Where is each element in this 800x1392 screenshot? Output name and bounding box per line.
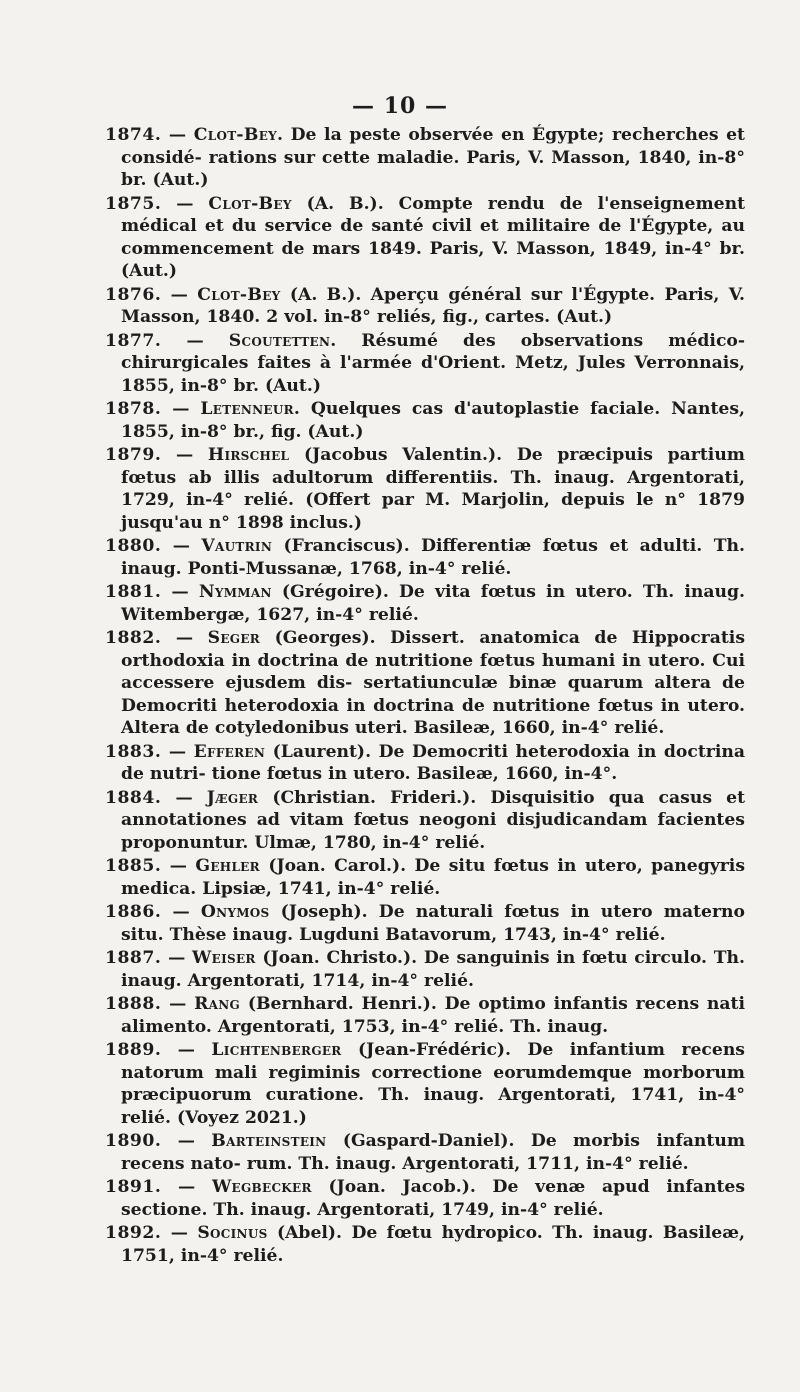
bibliography-entry xyxy=(105,1222,745,1267)
bibliography-entry xyxy=(105,193,745,283)
entry-text: . De la peste observée en Égypte; recherches et considé- rations sur cette maladie. Paris, V. Masson, 1840, in-8° br. (Aut.) xyxy=(121,125,745,190)
entry-author: Gehler xyxy=(195,856,260,876)
entry-text: (Christian. Frideri.). Disquisitio qua casus et annotationes ad vitam fœtus neogoni disjudicandam facientes proponuntur. Ulmæ, 1780, in-4° relié. xyxy=(121,787,746,853)
entry-author: Scoutetten xyxy=(228,330,331,351)
entry-author: Hirschel xyxy=(207,445,290,465)
entry-text: (Bernhard. Henri.). De optimo infantis recens nati alimento. Argentorati, 1753, in-4° relié. Th. inaug. xyxy=(121,994,746,1037)
entry-dash: — xyxy=(161,582,199,602)
bibliography-entry xyxy=(105,398,745,443)
bibliography-entry xyxy=(105,124,745,192)
entry-number: 1878. xyxy=(105,399,162,419)
entry-text: (Franciscus). Differentiæ fœtus et adulti. Th. inaug. Ponti-Mussanæ, 1768, in-4° relié. xyxy=(121,536,745,579)
entry-text: (Abel). De fœtu hydropico. Th. inaug. Basileæ, 1751, in-4° relié. xyxy=(121,1223,745,1266)
entry-text: (Gaspard-Daniel). De morbis infantum recens nato- rum. Th. inaug. Argentorati, 1711, in-4° relié. xyxy=(121,1131,746,1174)
bibliography-entry xyxy=(105,741,745,786)
entry-author: Efferen xyxy=(193,741,266,762)
bibliography-entry xyxy=(105,330,745,398)
entry-author: Vautrin xyxy=(201,536,273,556)
entry-dash: — xyxy=(161,628,208,648)
entry-author: Wegbecker xyxy=(211,1177,312,1197)
entry-number: 1879. xyxy=(105,445,162,465)
entry-dash: — xyxy=(161,399,201,419)
entry-dash: — xyxy=(161,902,201,922)
entry-number: 1877. xyxy=(105,330,162,351)
entry-text: (Jacobus Valentin.). De præcipuis partium fœtus ab illis adultorum differentiis. Th. inaug. Argentorati, 1729, in-4° relié. (Offert par M. Marjolin, depuis le n° 1879 jusqu'au n° 1898 inclus.) xyxy=(121,445,745,533)
bibliography-entry xyxy=(105,993,745,1038)
entry-text: (Grégoire). De vita fœtus in utero. Th. inaug. Witembergæ, 1627, in-4° relié. xyxy=(121,582,746,625)
entry-number: 1892. xyxy=(105,1223,162,1243)
page-number: — 10 — xyxy=(352,93,448,119)
bibliography-entry xyxy=(105,535,745,580)
entry-dash: — xyxy=(161,1223,198,1243)
bibliography-entry xyxy=(105,947,745,992)
entry-author: Barteinstein xyxy=(211,1131,327,1151)
bibliography-entry xyxy=(105,627,745,740)
entry-text: (Joseph). De naturali fœtus in utero materno situ. Thèse inaug. Lugduni Batavorum, 1743, in-4° relié. xyxy=(121,902,745,945)
entry-number: 1881. xyxy=(105,582,162,602)
entry-text: (Laurent). De Democriti heterodoxia in doctrina de nutri- tione fœtus in utero. Basileæ, 1660, in-4°. xyxy=(121,741,745,784)
entry-author: Nymman xyxy=(198,582,272,602)
entry-author: Weiser xyxy=(192,948,256,968)
bibliography-entry xyxy=(105,581,745,626)
entry-dash: — xyxy=(161,330,229,351)
entry-author: Clot-Bey xyxy=(208,193,292,214)
entry-dash: — xyxy=(161,125,194,145)
bibliography-list xyxy=(105,124,745,1268)
entry-number: 1882. xyxy=(105,628,162,648)
entry-number: 1889. xyxy=(105,1040,162,1060)
entry-number: 1884. xyxy=(105,787,162,808)
entry-text: (Joan. Carol.). De situ fœtus in utero, panegyris medica. Lipsiæ, 1741, in-4° relié. xyxy=(121,856,746,899)
entry-dash: — xyxy=(161,1177,212,1197)
entry-author: Letenneur xyxy=(200,399,294,419)
entry-number: 1875. xyxy=(105,193,162,214)
entry-number: 1890. xyxy=(105,1131,162,1151)
entry-dash: — xyxy=(161,948,193,968)
bibliography-entry xyxy=(105,284,745,329)
bibliography-entry xyxy=(105,855,745,900)
bibliography-entry xyxy=(105,787,745,855)
entry-dash: — xyxy=(161,193,209,214)
entry-number: 1888. xyxy=(105,994,162,1014)
entry-author: Jæger xyxy=(206,787,259,808)
bibliography-entry xyxy=(105,901,745,946)
entry-dash: — xyxy=(161,787,207,808)
entry-text: (A. B.). Aperçu général sur l'Égypte. Paris, V. Masson, 1840. 2 vol. in-8° reliés, fig., cartes. (Aut.) xyxy=(121,284,746,327)
bibliography-entry xyxy=(105,1039,745,1129)
entry-number: 1886. xyxy=(105,902,162,922)
entry-text: (A. B.). Compte rendu de l'enseignement médical et du service de santé civil et militaire de l'Égypte, au commencement de mars 1849. Paris, V. Masson, 1849, in-4° br. (Aut.) xyxy=(121,193,746,281)
bibliography-entry xyxy=(105,1176,745,1221)
entry-dash: — xyxy=(161,445,208,465)
entry-dash: — xyxy=(161,284,198,305)
entry-text: (Jean-Frédéric). De infantium recens natorum mali regiminis correctione eorumdemque morborum præcipuorum curatione. Th. inaug. Argentorati, 1741, in-4° relié. (Voyez 2021.) xyxy=(121,1040,745,1128)
entry-text: (Joan. Christo.). De sanguinis in fœtu circulo. Th. inaug. Argentorati, 1714, in-4° relié. xyxy=(121,948,745,991)
entry-text: (Joan. Jacob.). De venæ apud infantes sectione. Th. inaug. Argentorati, 1749, in-4° relié. xyxy=(121,1177,745,1220)
entry-number: 1876. xyxy=(105,284,162,305)
entry-author: Seger xyxy=(207,628,261,648)
bibliography-entry xyxy=(105,444,745,534)
entry-dash: — xyxy=(161,1131,212,1151)
entry-dash: — xyxy=(161,741,194,762)
entry-text: (Georges). Dissert. anatomica de Hippocratis orthodoxia in doctrina de nutritione fœtus humani in utero. Cui accessere ejusdem dis- sertatiunculæ binæ quarum altera de Democriti heterodoxia in doctrina de nutritione fœtus in utero. Altera de cotyledonibus uteri. Basileæ, 1660, in-4° relié. xyxy=(121,628,745,738)
entry-number: 1874. xyxy=(105,125,162,145)
entry-number: 1887. xyxy=(105,948,162,968)
entry-author: Lichtenberger xyxy=(211,1040,342,1060)
entry-number: 1885. xyxy=(105,856,162,876)
entry-author: Socinus xyxy=(197,1223,268,1243)
bibliography-entry xyxy=(105,1130,745,1175)
entry-author: Clot-Bey xyxy=(197,284,281,305)
entry-number: 1891. xyxy=(105,1177,162,1197)
entry-dash: — xyxy=(161,536,202,556)
entry-dash: — xyxy=(161,994,195,1014)
entry-dash: — xyxy=(161,1040,212,1060)
entry-author: Onymos xyxy=(200,902,270,922)
entry-number: 1883. xyxy=(105,741,162,762)
entry-number: 1880. xyxy=(105,536,162,556)
entry-author: Rang xyxy=(194,994,241,1014)
entry-text: . Quelques cas d'autoplastie faciale. Nantes, 1855, in-8° br., fig. (Aut.) xyxy=(121,399,745,442)
entry-dash: — xyxy=(161,856,196,876)
entry-text: . Résumé des observations médico-chirurgicales faites à l'armée d'Orient. Metz, Jules Verronnais, 1855, in-8° br. (Aut.) xyxy=(121,330,746,396)
entry-author: Clot-Bey xyxy=(193,125,278,145)
